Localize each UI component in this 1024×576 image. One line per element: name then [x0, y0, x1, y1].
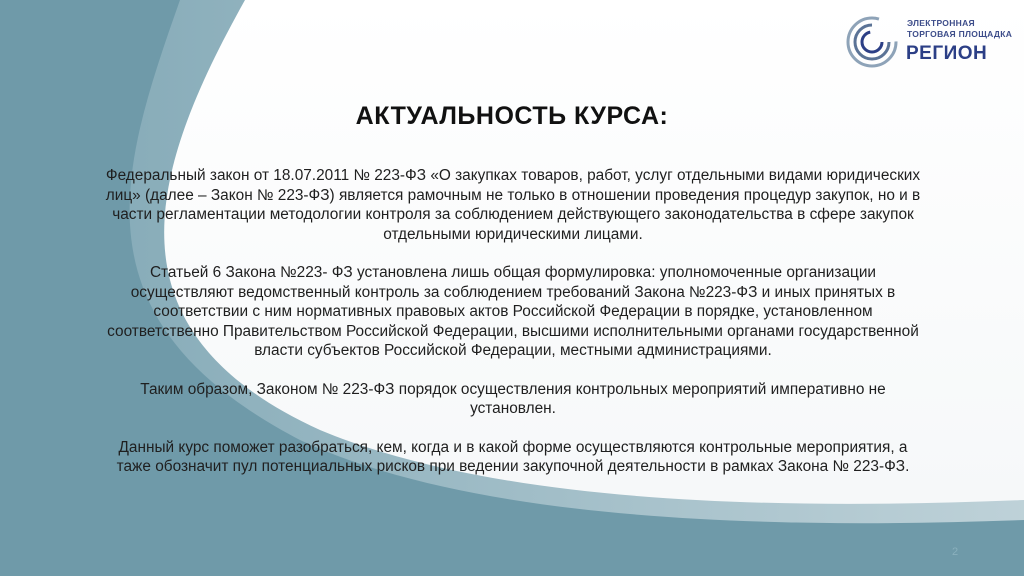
slide-body [100, 166, 926, 496]
logo-emblem-icon [844, 14, 900, 70]
paragraph-1: Федеральный закон от 18.07.2011 № 223-ФЗ «О закупках товаров, работ, услуг отдельными видами юридических лиц» (далее – Закон № 223-ФЗ) является рамочным не только в отношении проведения процедур закупок, но и в части регламентации методологии контроля за соблюдением действующего законодательства в сфере закупок отдельными юридическими лицами. [105, 167, 921, 243]
slide-title: АКТУАЛЬНОСТЬ КУРСА: [355, 102, 669, 130]
paragraph-3: Таким образом, Законом № 223-ФЗ порядок осуществления контрольных мероприятий императивно не установлен. [140, 380, 886, 417]
page-number: 2 [952, 546, 959, 558]
logo-line-2: ТОРГОВАЯ ПЛОЩАДКА [907, 29, 1013, 39]
paragraph-4: Данный курс поможет разобраться, кем, когда и в какой форме осуществляются контрольные мероприятия, а таже обозначит пул потенциальных рисков при ведении закупочной деятельности в рамках Закона № 223-ФЗ. [116, 438, 910, 475]
logo-line-1: ЭЛЕКТРОННАЯ [907, 18, 975, 28]
paragraph-2: Статьей 6 Закона №223- ФЗ установлена лишь общая формулировка: уполномоченные организации осуществляют ведомственный контроль за соблюдением требований Закона №223-ФЗ и иных принятых в соответствии с ним нормативных правовых актов Российской Федерации в порядке, установленном соответственно Правительством Российской Федерации, высшими исполнительными органами государственной власти субъектов Российской Федерации, местными администрациями. [107, 264, 919, 359]
logo-name: РЕГИОН [906, 43, 988, 64]
company-logo [842, 10, 1022, 70]
